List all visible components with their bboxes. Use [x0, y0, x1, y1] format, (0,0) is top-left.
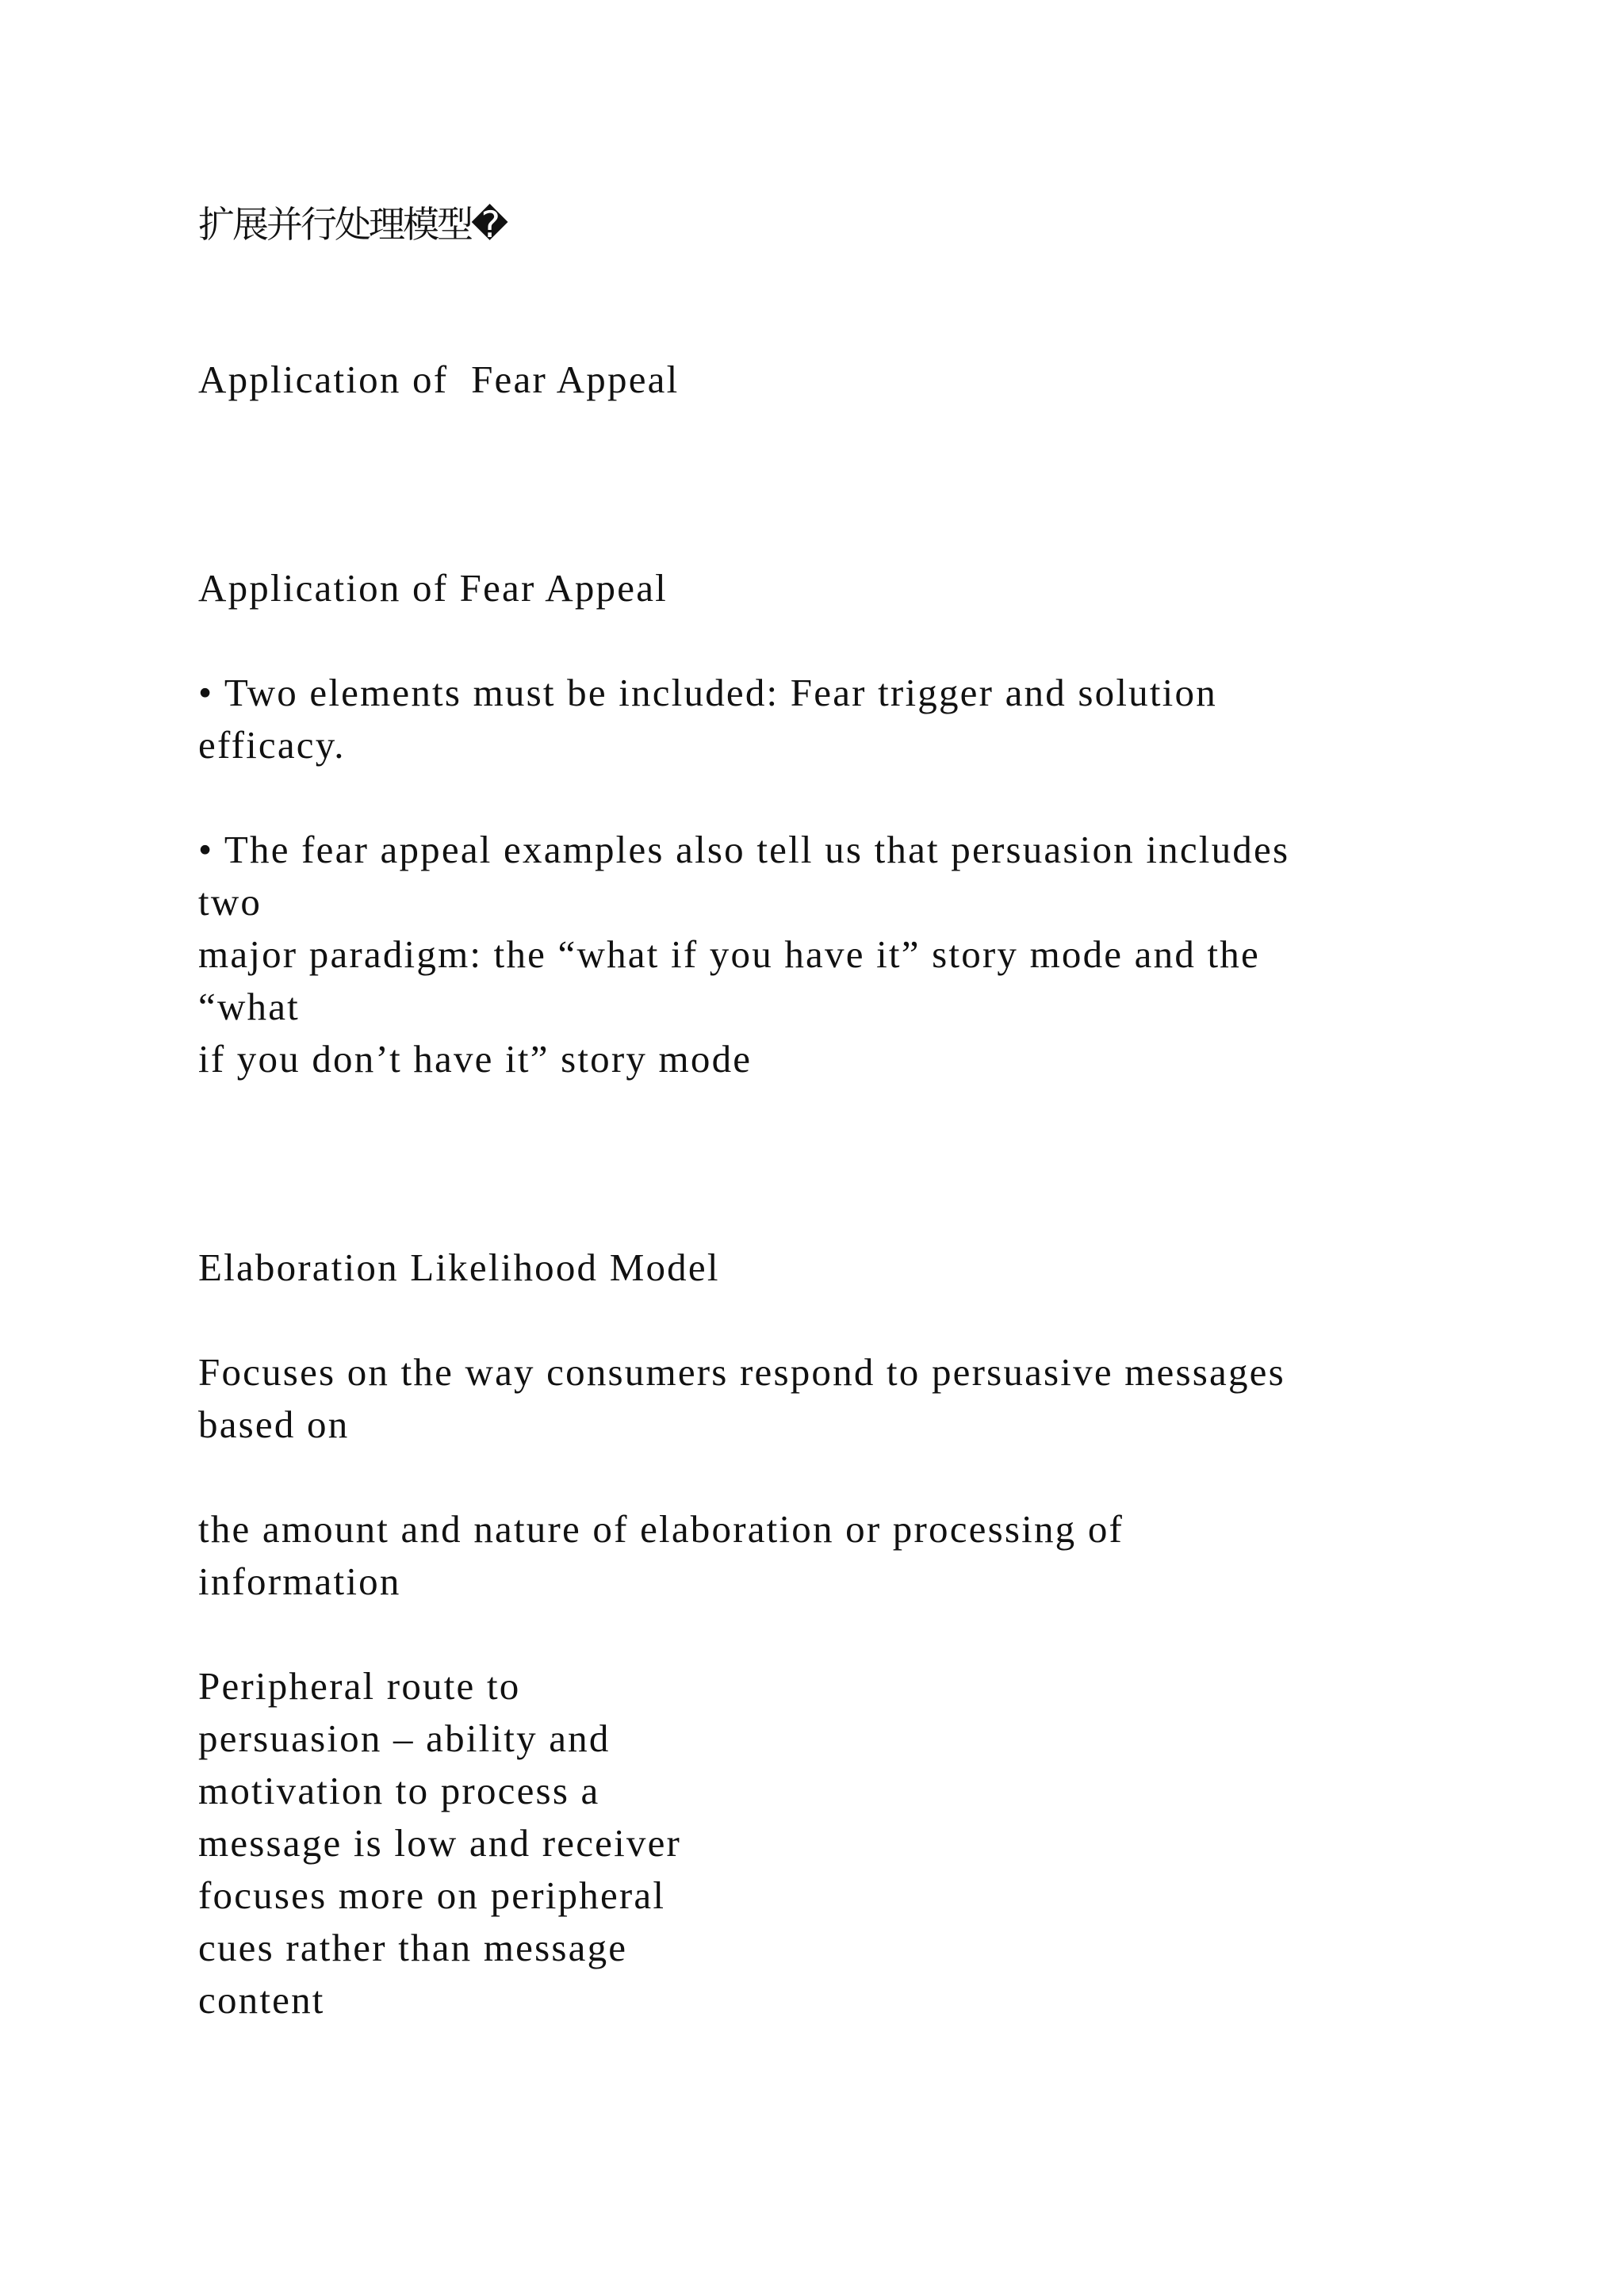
- elm-para-3-line-5: focuses more on peripheral: [198, 1873, 666, 1917]
- elm-para-2-line-2: information: [198, 1559, 401, 1603]
- elm-para-3-line-4: message is low and receiver: [198, 1821, 682, 1865]
- section-heading-elm: Elaboration Likelihood Model: [198, 1246, 720, 1289]
- header-line: 扩展并行处理模型�: [198, 203, 507, 246]
- elm-para-3-line-3: motivation to process a: [198, 1769, 600, 1812]
- section-heading-fear-appeal: Application of Fear Appeal: [198, 566, 668, 610]
- bullet-1-line-1: • Two elements must be included: Fear trigger and solution: [198, 671, 1217, 714]
- bullet-2-line-2: two: [198, 880, 262, 924]
- document-title: Application of Fear Appeal: [198, 358, 680, 401]
- elm-para-2-line-1: the amount and nature of elaboration or processing of: [198, 1507, 1124, 1551]
- bullet-2-line-1: • The fear appeal examples also tell us that persuasion includes: [198, 828, 1290, 871]
- bullet-2-line-3: major paradigm: the “what if you have it” story mode and the: [198, 932, 1260, 976]
- bullet-2-line-4: “what: [198, 985, 300, 1028]
- elm-para-1-line-1: Focuses on the way consumers respond to persuasive messages: [198, 1350, 1285, 1394]
- bullet-1-line-2: efficacy.: [198, 723, 346, 767]
- bullet-2-line-5: if you don’t have it” story mode: [198, 1037, 753, 1081]
- elm-para-3-line-2: persuasion – ability and: [198, 1716, 611, 1760]
- elm-para-1-line-2: based on: [198, 1402, 350, 1446]
- elm-para-3-line-7: content: [198, 1978, 325, 2022]
- elm-para-3-line-6: cues rather than message: [198, 1926, 628, 1969]
- elm-para-3-line-1: Peripheral route to: [198, 1664, 521, 1708]
